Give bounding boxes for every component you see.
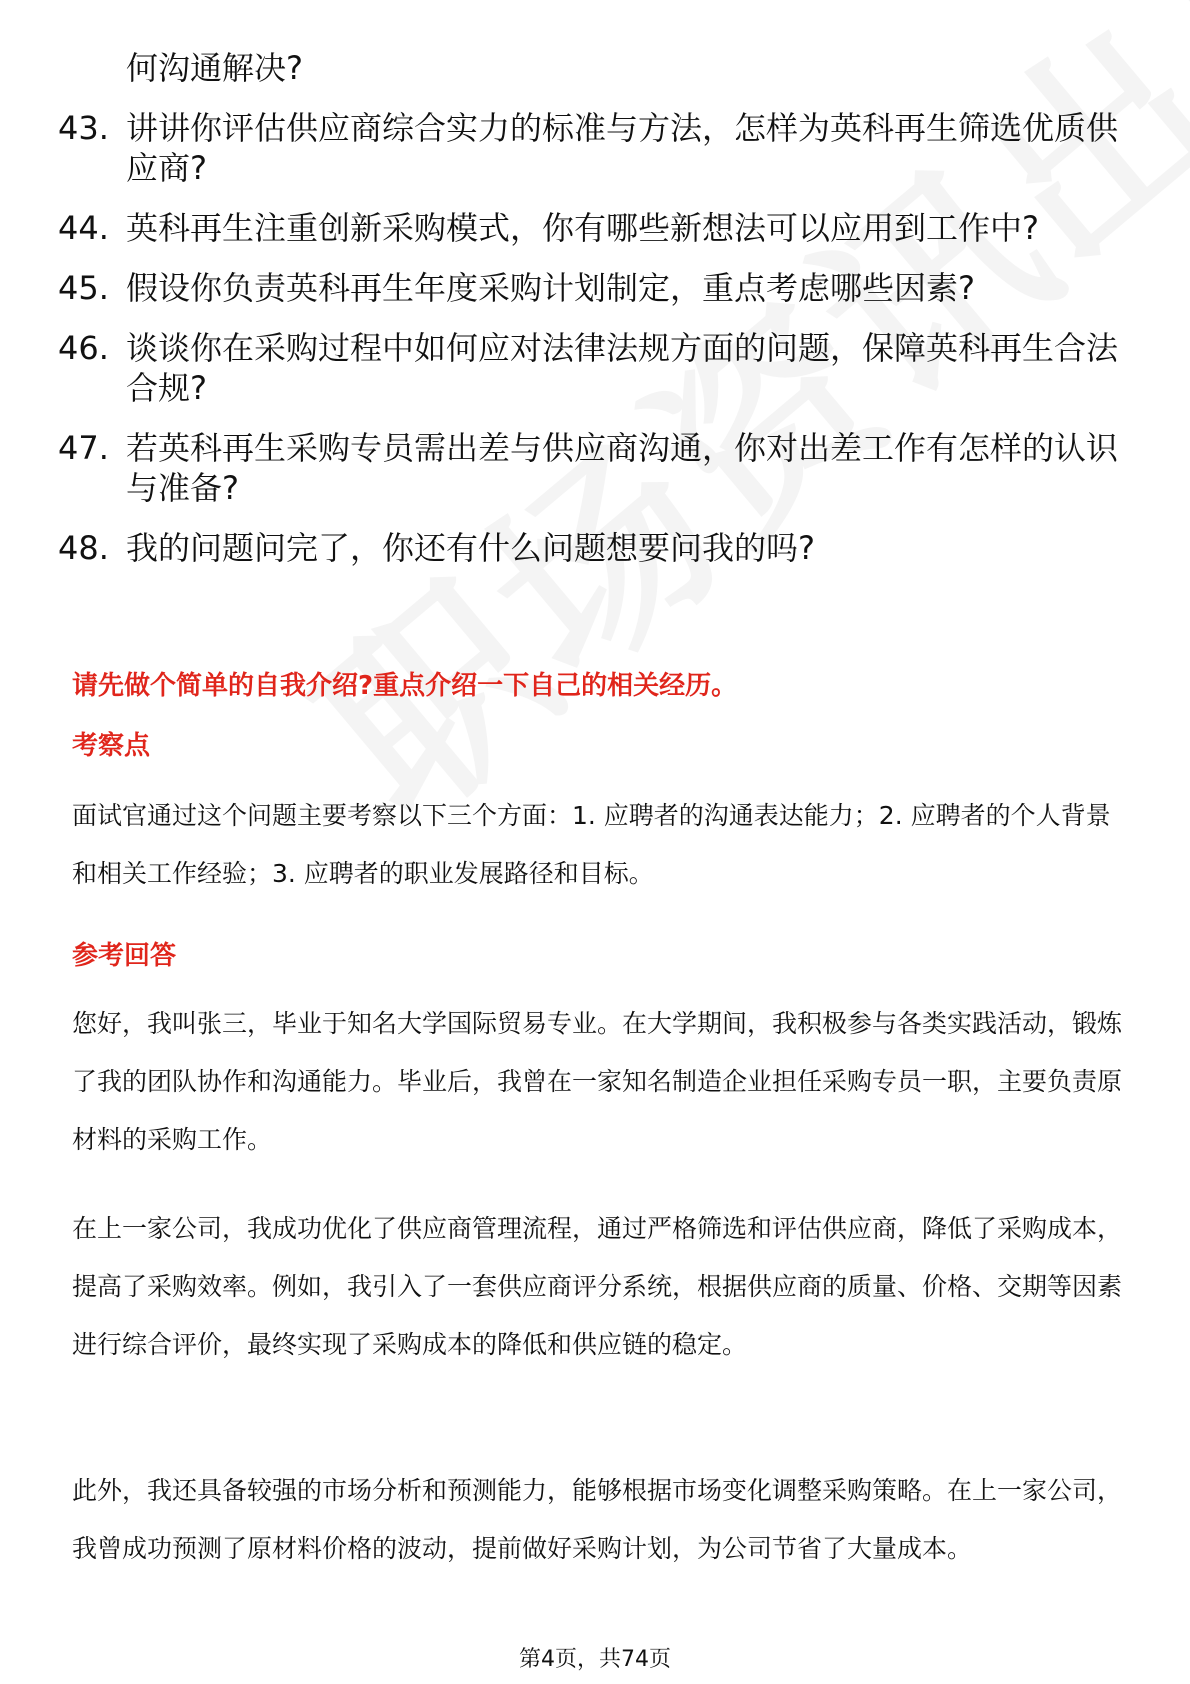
kaocha-paragraph: 面试官通过这个问题主要考察以下三个方面：1. 应聘者的沟通表达能力；2. 应聘者的个人背景和相关工作经验；3. 应聘者的职业发展路径和目标。 bbox=[72, 801, 1111, 888]
list-item bbox=[58, 208, 1128, 248]
answer-paragraph-1: 您好，我叫张三，毕业于知名大学国际贸易专业。在大学期间，我积极参与各类实践活动，锻炼了我的团队协作和沟通能力。毕业后，我曾在一家知名制造企业担任采购专员一职，主要负责原材料的采购工作。 bbox=[72, 1009, 1123, 1154]
list-item bbox=[58, 428, 1128, 508]
list-item bbox=[58, 108, 1128, 188]
question-text: 我的问题问完了，你还有什么问题想要问我的吗? bbox=[126, 529, 815, 567]
question-number bbox=[58, 48, 126, 88]
answer-paragraph-2: 在上一家公司，我成功优化了供应商管理流程，通过严格筛选和评估供应商，降低了采购成本，提高了采购效率。例如，我引入了一套供应商评分系统，根据供应商的质量、价格、交期等因素进行综合评价，最终实现了采购成本的降低和供应链的稳定。 bbox=[72, 1214, 1123, 1359]
question-text: 英科再生注重创新采购模式，你有哪些新想法可以应用到工作中? bbox=[126, 209, 1039, 247]
question-list bbox=[58, 48, 1128, 588]
question-number: 43. bbox=[58, 109, 109, 147]
question-number: 44. bbox=[58, 209, 109, 247]
interview-question-title: 请先做个简单的自我介绍?重点介绍一下自己的相关经历。 bbox=[72, 671, 738, 701]
question-number: 46. bbox=[58, 329, 109, 367]
question-text: 假设你负责英科再生年度采购计划制定，重点考虑哪些因素? bbox=[126, 269, 975, 307]
answer-heading: 参考回答 bbox=[72, 941, 177, 971]
list-item bbox=[58, 328, 1128, 408]
question-number: 48. bbox=[58, 529, 109, 567]
list-item bbox=[58, 528, 1128, 568]
answer-paragraph-3: 此外，我还具备较强的市场分析和预测能力，能够根据市场变化调整采购策略。在上一家公司，我曾成功预测了原材料价格的波动，提前做好采购计划，为公司节省了大量成本。 bbox=[72, 1476, 1123, 1563]
question-number: 45. bbox=[58, 269, 109, 307]
list-item bbox=[58, 268, 1128, 308]
question-text: 何沟通解决? bbox=[126, 49, 303, 87]
question-number: 47. bbox=[58, 429, 109, 467]
question-text: 讲讲你评估供应商综合实力的标准与方法，怎样为英科再生筛选优质供应商? bbox=[126, 109, 1119, 187]
page-footer: 第4页，共74页 bbox=[519, 1647, 671, 1672]
list-item bbox=[58, 48, 1128, 88]
question-text: 若英科再生采购专员需出差与供应商沟通，你对出差工作有怎样的认识与准备? bbox=[126, 429, 1119, 507]
question-text: 谈谈你在采购过程中如何应对法律法规方面的问题，保障英科再生合法合规? bbox=[126, 329, 1119, 407]
kaocha-heading: 考察点 bbox=[72, 731, 151, 761]
